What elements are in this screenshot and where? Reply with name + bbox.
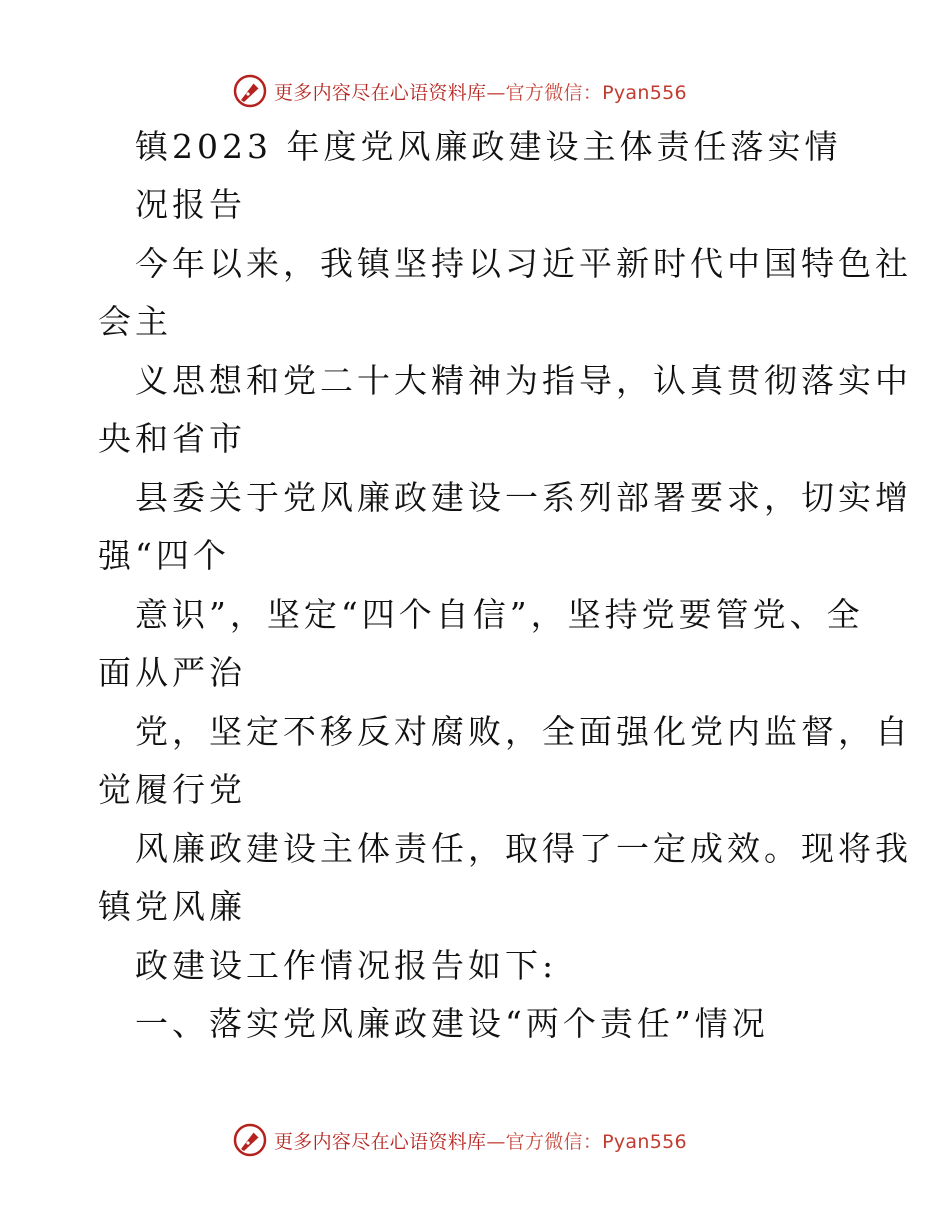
doc-text-line: 义思想和党二十大精神为指导，认真贯彻落实中 [135,361,912,400]
doc-title-line-1: 镇2023 年度党风廉政建设主体责任落实情 [135,127,842,166]
watermark-text: 更多内容尽在心语资料库—官方微信：Pyan556 [274,1130,687,1153]
pen-nib-logo-icon [232,73,268,109]
header-watermark [232,71,687,111]
doc-text-line: 觉履行党 [98,770,246,809]
doc-text-line: 央和省市 [98,419,246,458]
doc-text-line: 镇党风廉 [98,887,246,926]
doc-text-line: 县委关于党风廉政建设一系列部署要求，切实增 [135,478,912,517]
doc-text-line: 意识”，坚定“四个自信”，坚持党要管党、全 [135,595,864,634]
doc-text-line: 强“四个 [98,536,230,575]
watermark-text: 更多内容尽在心语资料库—官方微信：Pyan556 [274,81,687,104]
section-heading: 一、落实党风廉政建设“两个责任”情况 [135,1004,769,1043]
doc-text-line: 今年以来，我镇坚持以习近平新时代中国特色社 [135,244,912,283]
pen-nib-logo-icon [232,1122,268,1158]
doc-text-line: 政建设工作情况报告如下: [135,946,558,985]
doc-text-line: 面从严治 [98,653,246,692]
doc-text-line: 党，坚定不移反对腐败，全面强化党内监督，自 [135,712,912,751]
doc-text-line: 会主 [98,302,172,341]
doc-title-line-2: 况报告 [135,185,246,224]
footer-watermark [232,1120,687,1160]
doc-text-line: 风廉政建设主体责任，取得了一定成效。现将我 [135,829,912,868]
